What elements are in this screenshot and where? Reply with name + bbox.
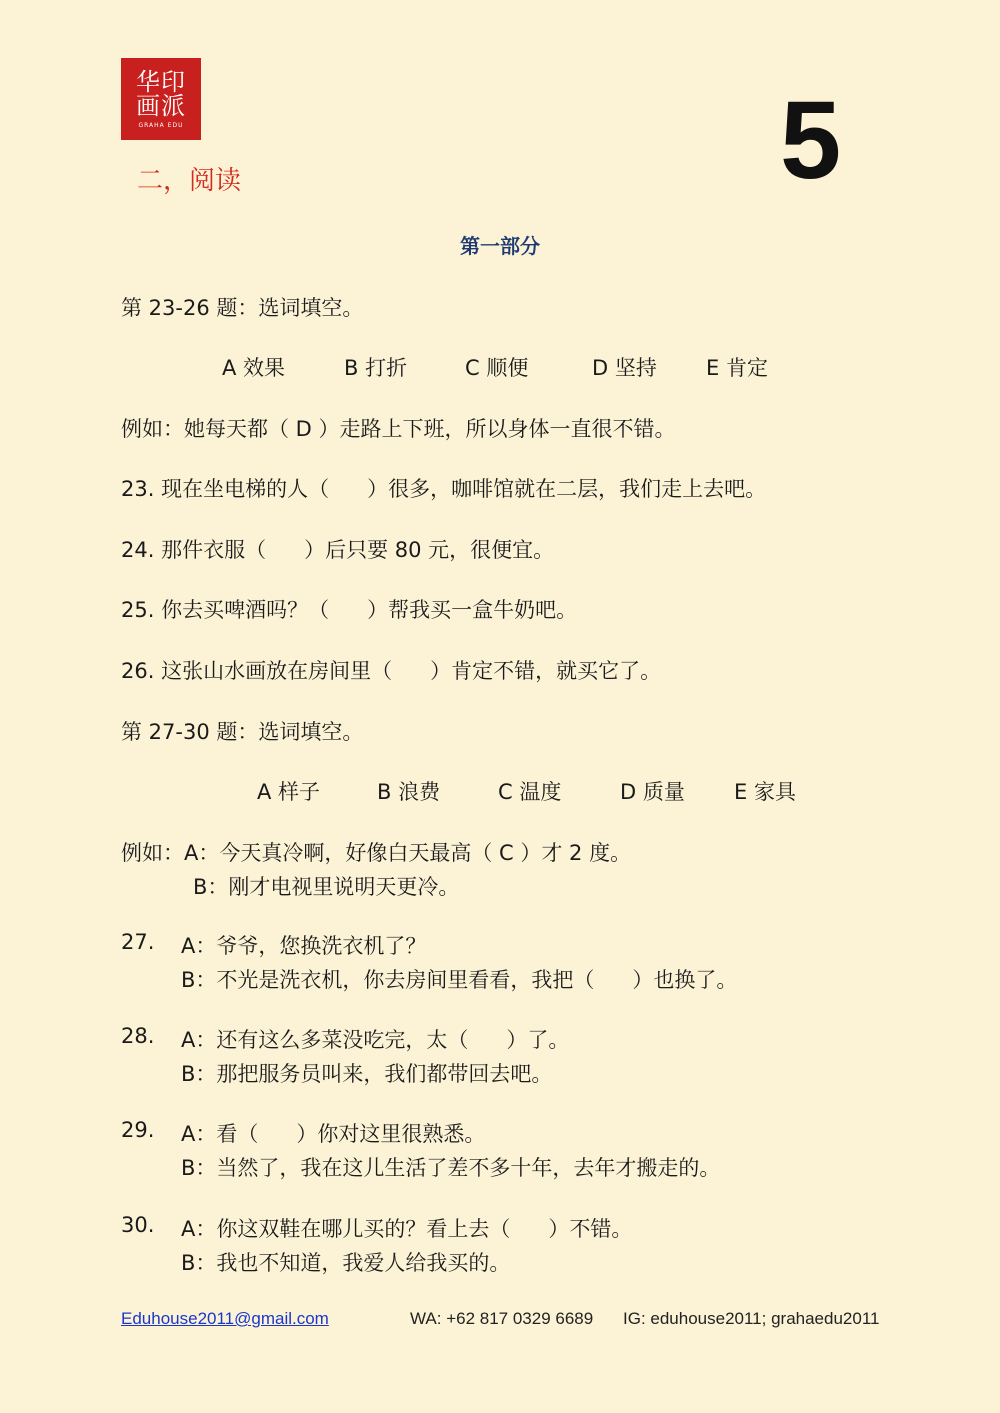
group2-options xyxy=(0,776,1000,806)
footer-instagram: IG: eduhouse2011; grahaedu2011 xyxy=(623,1309,880,1328)
dialog-line-b: B：我也不知道，我爱人给我买的。 xyxy=(181,1251,511,1275)
question-number: 23. xyxy=(121,477,155,501)
dialog-text-after: ）了。 xyxy=(506,1028,570,1052)
dialog-line-a xyxy=(181,1024,569,1054)
option-item: D 坚持 xyxy=(592,356,657,380)
logo-subtitle: GRAHA EDU xyxy=(138,121,184,129)
dialog-text-after: ）你对这里很熟悉。 xyxy=(296,1122,486,1146)
question-text-after: ）很多，咖啡馆就在二层，我们走上去吧。 xyxy=(367,477,767,501)
group1-options xyxy=(0,352,1000,382)
question-text-before: 那件衣服（ xyxy=(161,538,267,562)
section-title: 二，阅读 xyxy=(137,166,242,196)
question-text-after: ）肯定不错，就买它了。 xyxy=(430,659,662,683)
group2-example-b: B：刚才电视里说明天更冷。 xyxy=(193,875,460,899)
option-item: B 打折 xyxy=(344,356,408,380)
dialog-text-after: ）也换了。 xyxy=(632,968,738,992)
group1-instruction: 第 23-26 题：选词填空。 xyxy=(121,296,364,320)
option-item: D 质量 xyxy=(620,780,685,804)
question-25 xyxy=(121,594,577,624)
question-number: 27. xyxy=(121,930,155,954)
group2-example-a: 例如：A：今天真冷啊，好像白天最高（ C ）才 2 度。 xyxy=(121,841,632,865)
question-number: 25. xyxy=(121,598,155,622)
question-text-after: ）后只要 80 元，很便宜。 xyxy=(304,538,555,562)
question-text-before: 现在坐电梯的人（ xyxy=(161,477,330,501)
question-text-after: ）帮我买一盒牛奶吧。 xyxy=(367,598,578,622)
option-item: A 样子 xyxy=(257,780,321,804)
question-number: 24. xyxy=(121,538,155,562)
page-number: 5 xyxy=(780,79,842,202)
dialog-text-before: A：看（ xyxy=(181,1122,259,1146)
question-number: 30. xyxy=(121,1213,155,1237)
option-item: C 温度 xyxy=(498,780,562,804)
question-number: 26. xyxy=(121,659,155,683)
group2-instruction: 第 27-30 题：选词填空。 xyxy=(121,720,364,744)
footer-email[interactable] xyxy=(121,1309,329,1329)
question-text-before: 这张山水画放在房间里（ xyxy=(161,659,393,683)
brand-logo xyxy=(121,58,201,140)
dialog-text-before: A：还有这么多菜没吃完，太（ xyxy=(181,1028,469,1052)
dialog-line-a: A：爷爷，您换洗衣机了？ xyxy=(181,934,427,958)
question-number: 29. xyxy=(121,1118,155,1142)
footer-whatsapp: WA: +62 817 0329 6689 xyxy=(410,1309,594,1328)
question-text-before: 你去买啤酒吗？（ xyxy=(161,598,330,622)
option-item: E 家具 xyxy=(734,780,796,804)
part-title: 第一部分 xyxy=(460,234,540,258)
dialog-text-after: ）不错。 xyxy=(548,1217,633,1241)
group1-example: 例如：她每天都（ D ）走路上下班，所以身体一直很不错。 xyxy=(121,417,676,441)
option-item: B 浪费 xyxy=(377,780,441,804)
option-item: A 效果 xyxy=(222,356,286,380)
question-26 xyxy=(121,655,661,685)
option-item: C 顺便 xyxy=(465,356,529,380)
dialog-line-a xyxy=(181,1213,632,1243)
dialog-line-b xyxy=(181,964,737,994)
dialog-text-before: A：你这双鞋在哪儿买的？看上去（ xyxy=(181,1217,511,1241)
email-link[interactable]: Eduhouse2011@gmail.com xyxy=(121,1309,329,1328)
dialog-text-before: B：不光是洗衣机，你去房间里看看，我把（ xyxy=(181,968,595,992)
question-23 xyxy=(121,473,766,503)
dialog-line-b: B：那把服务员叫来，我们都带回去吧。 xyxy=(181,1062,553,1086)
logo-glyphs: 华印画派 xyxy=(136,67,186,120)
option-item: E 肯定 xyxy=(706,356,768,380)
question-24 xyxy=(121,534,554,564)
dialog-line-b: B：当然了，我在这儿生活了差不多十年，去年才搬走的。 xyxy=(181,1156,721,1180)
question-number: 28. xyxy=(121,1024,155,1048)
dialog-line-a xyxy=(181,1118,485,1148)
